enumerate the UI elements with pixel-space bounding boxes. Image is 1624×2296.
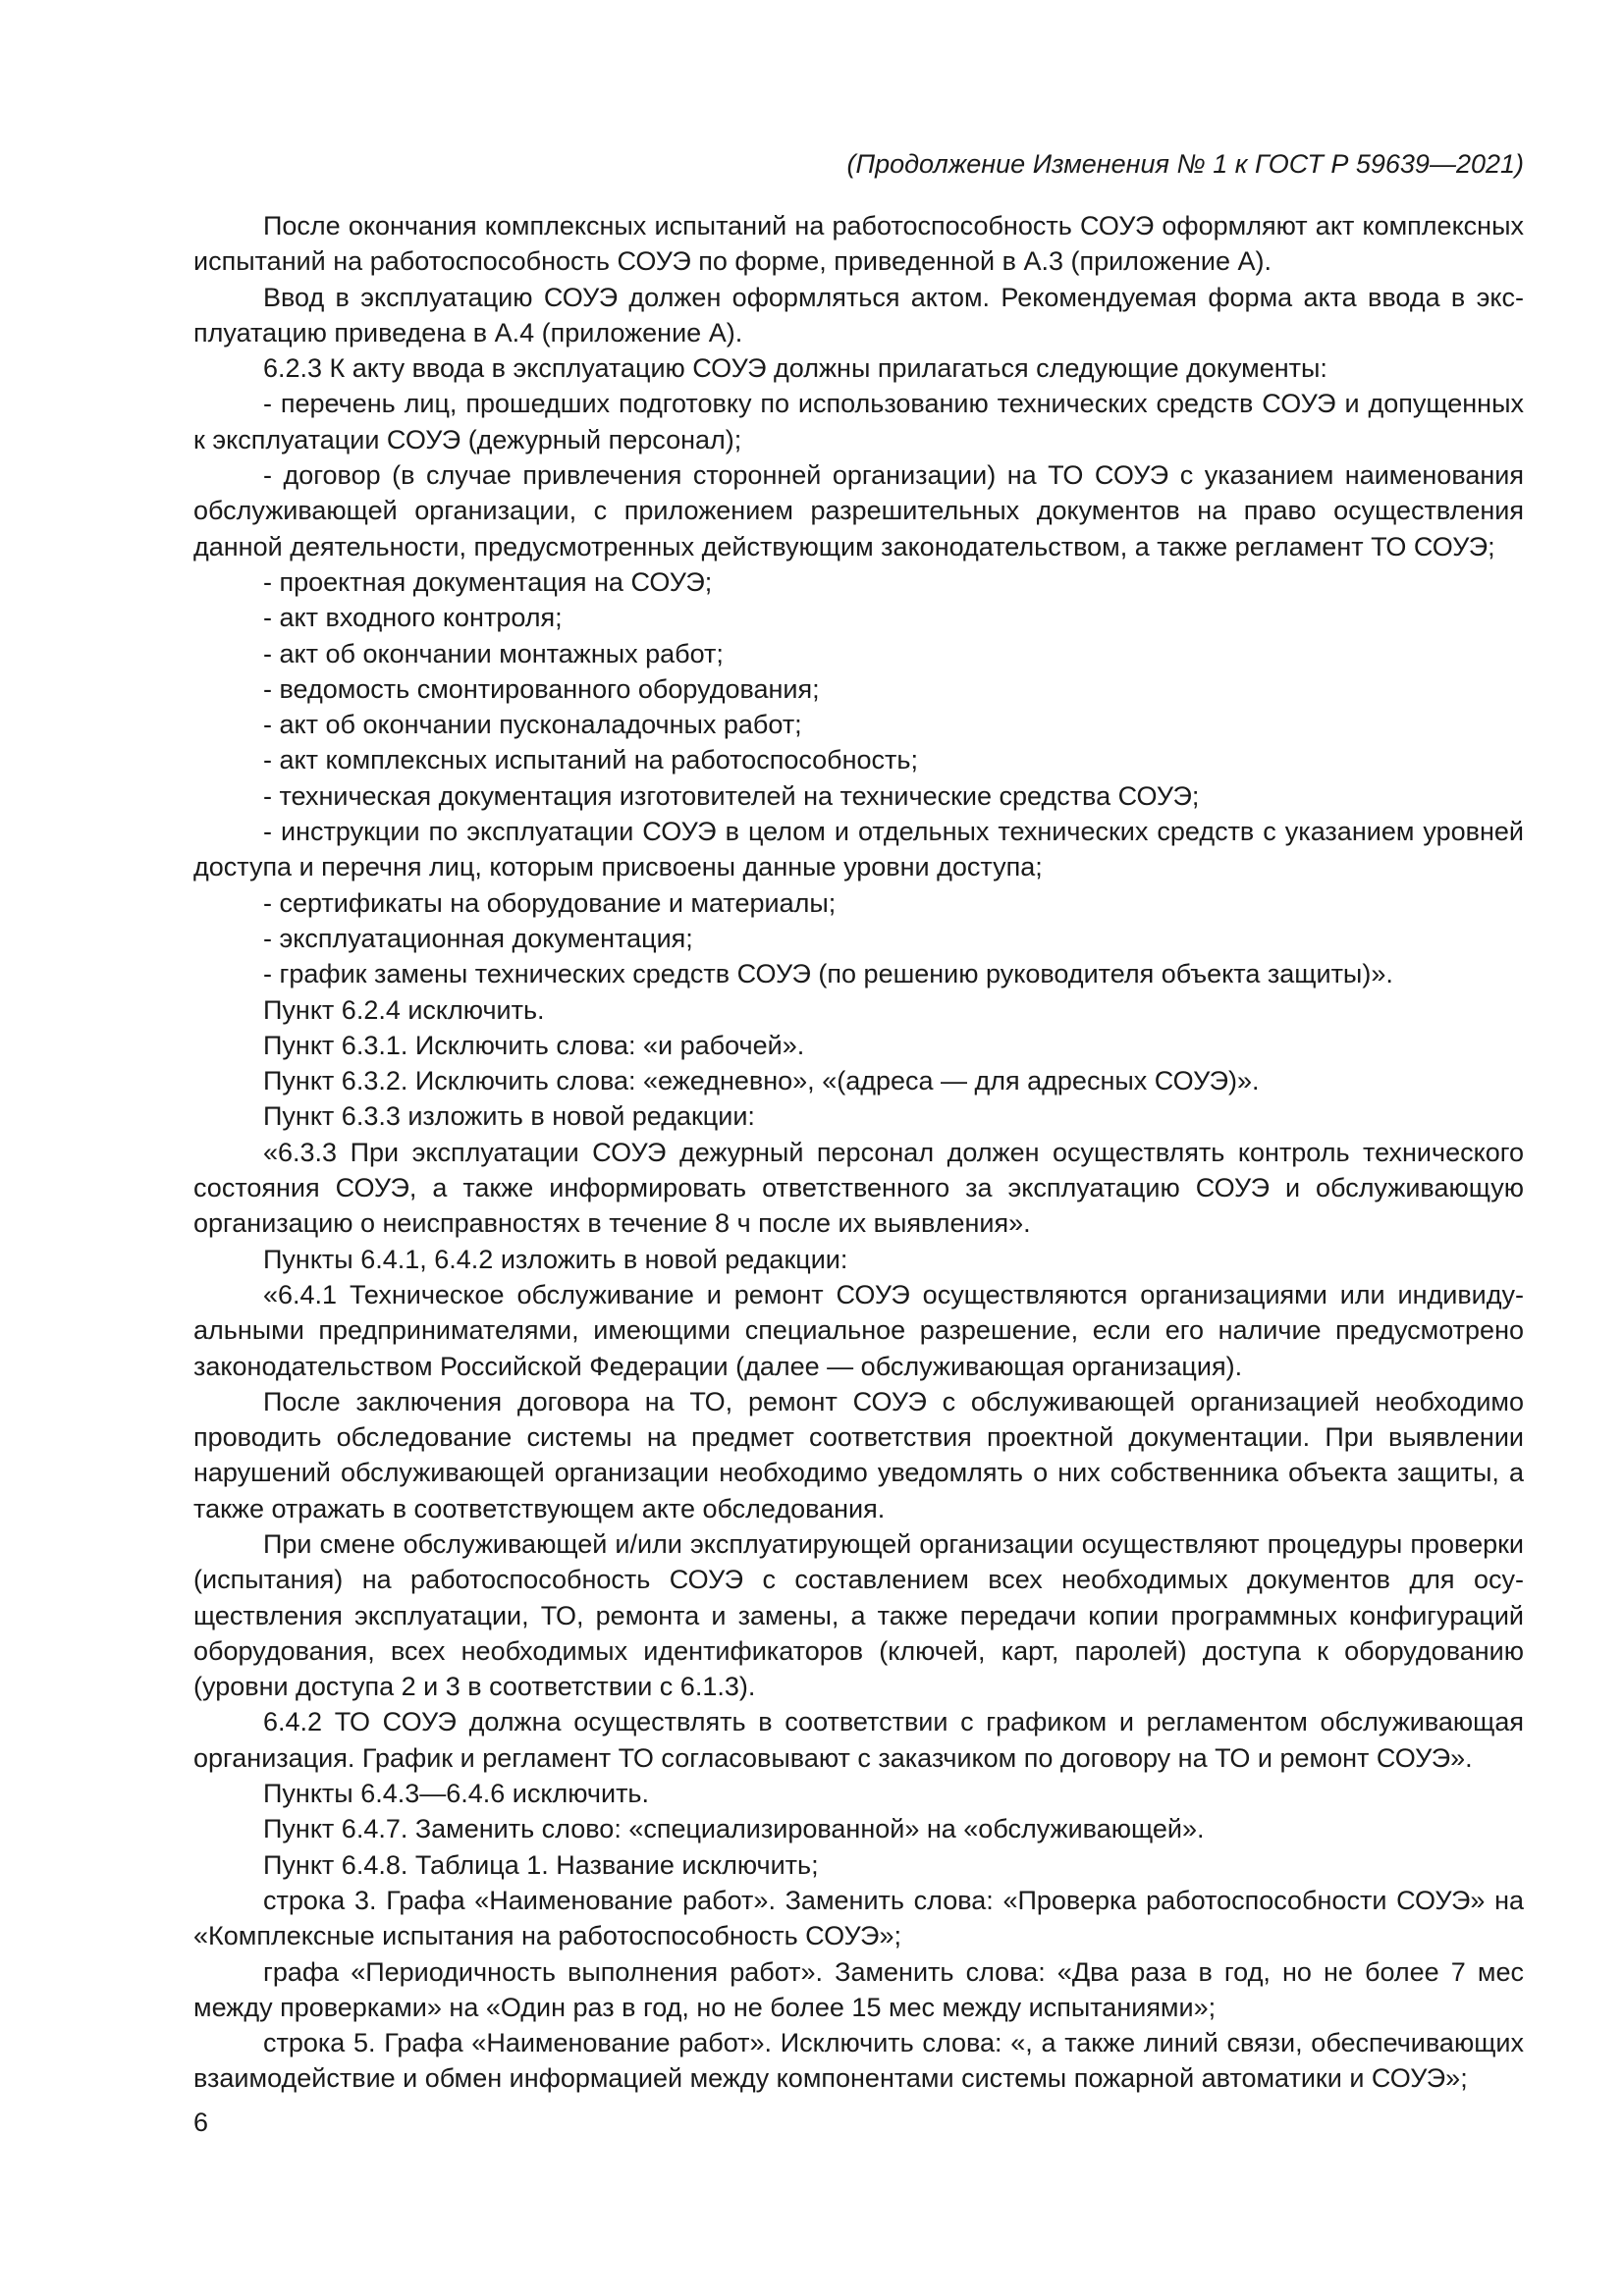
list-item: - график замены технических средств СОУЭ (по решению руководителя объекта защиты)». bbox=[263, 959, 1393, 989]
page-header: (Продолжение Изменения № 1 к ГОСТ Р 59639—2021) bbox=[846, 149, 1524, 179]
paragraph: Пункт 6.4.8. Таблица 1. Название исключить; bbox=[263, 1849, 819, 1880]
paragraph: Пункты 6.4.1, 6.4.2 изложить в новой редакции: bbox=[263, 1244, 848, 1274]
paragraph: Пункт 6.2.4 исключить. bbox=[263, 994, 545, 1025]
paragraph: «6.4.1 Техническое обслуживание и ремонт СОУЭ осуществляются организациями или индивидуальными предпринимателями, имеющими специальное разрешение, если его наличие предусмотрено законодательством Российской Федерации (далее — обслуживающая организация). bbox=[193, 1279, 1524, 1381]
paragraph: строка 5. Графа «Наименование работ». Исключить слова: «, а также линий связи, обеспечивающих взаимодействие и обмен информацией между компонентами системы пожарной автоматики и СОУЭ»; bbox=[193, 2028, 1524, 2094]
list-item: - эксплуатационная документация; bbox=[263, 923, 693, 953]
list-item: - инструкции по эксплуатации СОУЭ в целом и отдельных технических средств с указанием уровней доступа и перечня лиц, которым присвоены данные уровни доступа; bbox=[193, 817, 1524, 882]
paragraph: После заключения договора на ТО, ремонт СОУЭ с обслуживающей организацией необходимо проводить обследование системы на предмет соответствия проектной документации. При выявлении нарушений обслуживающей организации необходимо уведомлять о них собственника объекта защиты, а также отражать в соответствующем акте обследования. bbox=[193, 1386, 1524, 1523]
list-item: - акт об окончании монтажных работ; bbox=[263, 638, 724, 668]
paragraph: графа «Периодичность выполнения работ». Заменить слова: «Два раза в год, но не более 7 мес между проверками» на «Один раз в год, но не более 15 мес между испытаниями»; bbox=[193, 1956, 1524, 2022]
paragraph: Пункт 6.3.3 изложить в новой редакции: bbox=[263, 1101, 755, 1132]
list-item: - акт входного контроля; bbox=[263, 603, 563, 633]
paragraph: При смене обслуживающей и/или эксплуатирующей организации осуществляют процедуры проверки (испытания) на работоспособность СОУЭ с составлением всех необходимых документов для осуществления эксплуатации, ТО, ремонта и замены, а также передачи копии программных конфигураций оборудования, всех необходимых идентификаторов (ключей, карт, паролей) доступа к оборудованию (уровни доступа 2 и 3 в соответствии с 6.1.3). bbox=[193, 1528, 1524, 1702]
paragraph: После окончания комплексных испытаний на работоспособность СОУЭ оформляют акт комплексных испытаний на работоспособность СОУЭ по форме, приведенной в А.3 (приложение А). bbox=[193, 211, 1524, 277]
list-item: - акт об окончании пусконаладочных работ; bbox=[263, 710, 802, 740]
list-item: - сертификаты на оборудование и материалы; bbox=[263, 887, 837, 918]
paragraph: 6.2.3 К акту ввода в эксплуатацию СОУЭ должны прилагаться следующие документы: bbox=[263, 353, 1327, 384]
paragraph: Пункт 6.3.2. Исключить слова: «ежедневно», «(адреса — для адресных СОУЭ)». bbox=[263, 1066, 1260, 1096]
paragraph: Пункт 6.3.1. Исключить слова: «и рабочей». bbox=[263, 1030, 805, 1060]
list-item: - перечень лиц, прошедших подготовку по использованию технических средств СОУЭ и допущенных к эксплуатации СОУЭ (дежурный персонал); bbox=[193, 389, 1524, 454]
page-number: 6 bbox=[193, 2108, 209, 2137]
paragraph: Пункты 6.4.3—6.4.6 исключить. bbox=[263, 1779, 650, 1809]
paragraph: «6.3.3 При эксплуатации СОУЭ дежурный персонал должен осуществлять контроль технического состояния СОУЭ, а также информировать ответственного за эксплуатацию СОУЭ и обслуживающую организацию о неисправностях в течение 8 ч после их выявления». bbox=[193, 1137, 1524, 1239]
paragraph: Пункт 6.4.7. Заменить слово: «специализированной» на «обслуживающей». bbox=[263, 1814, 1205, 1844]
paragraph: строка 3. Графа «Наименование работ». Заменить слова: «Проверка работоспособности СОУЭ» на «Комплексные испытания на работоспособность СОУЭ»; bbox=[193, 1885, 1524, 1951]
list-item: - акт комплексных испытаний на работоспособность; bbox=[263, 745, 918, 775]
list-item: - техническая документация изготовителей на технические средства СОУЭ; bbox=[263, 780, 1200, 811]
paragraph: Ввод в эксплуатацию СОУЭ должен оформляться актом. Рекомендуемая форма акта ввода в эксплуатацию приведена в А.4 (приложение А). bbox=[193, 282, 1524, 347]
list-item: - проектная документация на СОУЭ; bbox=[263, 566, 713, 597]
list-item: - договор (в случае привлечения сторонней организации) на ТО СОУЭ с указанием наименования обслуживающей организации, с приложением разрешительных документов на право осуществления данной деятельности, предусмотренных действующим законодательством, а также регламент ТО СОУЭ; bbox=[193, 460, 1524, 561]
document-body bbox=[193, 208, 1524, 2097]
paragraph: 6.4.2 ТО СОУЭ должна осуществлять в соответствии с графиком и регламентом обслуживающая организация. График и регламент ТО согласовывают с заказчиком по договору на ТО и ремонт СОУЭ». bbox=[193, 1707, 1524, 1773]
list-item: - ведомость смонтированного оборудования; bbox=[263, 673, 820, 704]
